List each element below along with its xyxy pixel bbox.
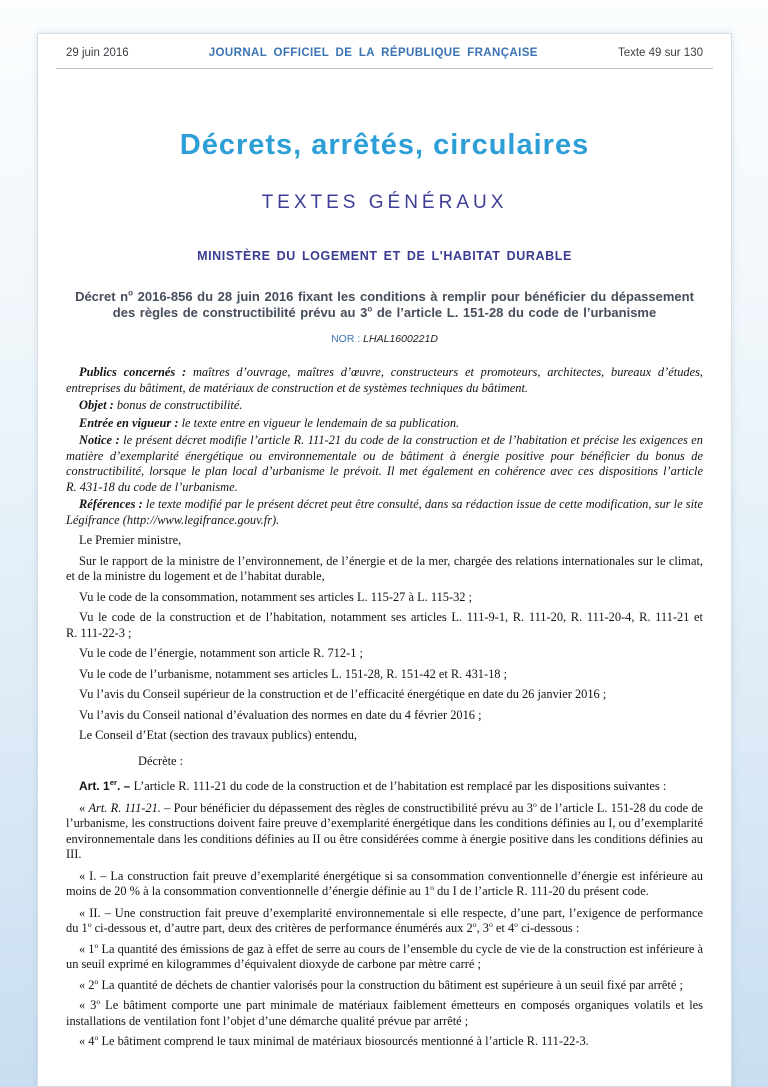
paragraph (66, 554, 703, 585)
paragraph (66, 728, 703, 744)
nor-value: LHAL1600221D (363, 333, 438, 345)
text-segment: o (514, 919, 518, 929)
text-segment: Le bâtiment comporte une part minimale de matériaux faiblement émetteurs en composés organiques volatils et les installations de ventilation font l’objet d’une démarche qualité prévue par arrêté ; (66, 998, 703, 1028)
text-segment: 2016-856 du 28 juin 2016 fixant les conditions à remplir pour bénéficier du dépassement (133, 289, 694, 304)
text-segment: et 4 (492, 921, 515, 935)
text-segment: « 2 (79, 977, 95, 992)
paragraph (66, 433, 703, 495)
document-title: Décrets, arrêtés, circulaires (179, 129, 590, 161)
paragraph (66, 590, 703, 606)
document-page (37, 33, 732, 1087)
text-segment: o (472, 919, 477, 929)
text-segment: le présent décret modifie l’article R. 111-21 du code de la construction et de l’habitation et précise les exigences en matière d’exemplarité énergétique ou environnementale ou de bâtiment à énergie positive pour bénéficier du bonus de constructibilité, lorsque le plan local d’urbanisme le prévoit. Il met également en cohérence avec ces dispositions l’article R. 431-18 du code de l’urbanisme. (66, 433, 703, 494)
decree-title (65, 289, 705, 320)
paragraph (66, 779, 703, 795)
text-segment: Vu le code de l’énergie, notamment son article R. 712-1 ; (79, 646, 363, 660)
text-segment: de l’article L. 151-28 du code de l’urbanisme, les constructions doivent faire preuve d’exemplarité énergétique dans les conditions définies au I, ou d’exemplarité environnementale dans les conditions définies au II ou être considérées comme à énergie positive dans les conditions définies au III. (66, 800, 704, 861)
text-segment: Le Premier ministre, (79, 533, 182, 547)
decree-body (38, 365, 731, 1050)
header-text-number: Texte 49 sur 130 (617, 47, 703, 59)
text-segment: o (87, 919, 92, 929)
header-date: 29 juin 2016 (66, 47, 129, 59)
text-segment: er (109, 777, 117, 787)
text-segment: . – (116, 779, 134, 793)
text-segment: maîtres d’ouvrage, maîtres d’œuvre, constructeurs et promoteurs, architectes, bureaux d’études, entreprises du bâtiment, de matériaux de construction et de systèmes techniques du bâtiment. (66, 365, 703, 395)
text-segment: o (532, 799, 537, 809)
text-segment: Vu le code de l’urbanisme, notamment ses articles L. 151-28, R. 151-42 et R. 431-18 ; (79, 666, 508, 681)
paragraph (66, 869, 703, 900)
text-segment: des règles de constructibilité prévu au 3 (112, 304, 368, 320)
text-segment: Sur le rapport de la ministre de l’environnement, de l’énergie et de la mer, chargée des relations internationales sur le climat, et de la ministre du logement et de l’habitat durable, (66, 553, 703, 583)
text-segment: Le bâtiment comprend le taux minimal de matériaux biosourcés mentionné à l’article R. 111-22-3. (98, 1034, 589, 1048)
paragraph (66, 801, 703, 863)
text-segment: Objet : (79, 398, 114, 412)
text-segment: Décrète : (138, 753, 184, 768)
text-segment: – Pour bénéficier du dépassement des règles de constructibilité prévu au 3 (160, 800, 533, 815)
paragraph (66, 497, 703, 528)
text-segment: « I. – La construction fait preuve d’exemplarité énergétique si sa consommation conventionnelle d’énergie est inférieure au moins de 20 % à la consommation conventionnelle d’énergie définie au 1 (66, 868, 703, 898)
text-segment: Vu l’avis du Conseil national d’évaluation des normes en date du 4 février 2016 ; (79, 707, 482, 722)
text-segment: Le Conseil d’Etat (section des travaux publics) entendu, (79, 728, 358, 742)
text-segment: le texte entre en vigueur le lendemain de sa publication. (178, 415, 460, 430)
text-segment: « (79, 800, 89, 815)
text-segment: du I de l’article R. 111-20 du présent code. (434, 884, 649, 898)
text-segment: ci-dessous : (518, 921, 580, 935)
paragraph (66, 754, 703, 770)
paragraph (66, 906, 703, 937)
text-segment: , 3 (476, 921, 489, 935)
text-segment: « 1 (79, 941, 95, 956)
text-segment: o (128, 288, 134, 298)
nor-line (38, 333, 731, 345)
text-segment: o (367, 304, 373, 314)
text-segment: bonus de constructibilité. (113, 398, 243, 412)
paragraph (66, 667, 703, 683)
text-segment: o (96, 996, 101, 1006)
paragraph (66, 365, 703, 396)
paragraph (66, 1034, 703, 1050)
section-title: TEXTES GÉNÉRAUX (261, 192, 508, 213)
text-segment: Décret n (75, 289, 129, 304)
text-segment: o (430, 882, 434, 892)
text-segment: Entrée en vigueur : (79, 415, 179, 430)
text-segment: La quantité de déchets de chantier valorisés pour la construction du bâtiment est supérieure à un seuil fixé par arrêté ; (98, 977, 683, 992)
text-segment: o (94, 976, 99, 986)
text-segment: o (94, 940, 99, 950)
header-divider (56, 68, 713, 69)
text-segment: La quantité des émissions de gaz à effet de serre au cours de l’ensemble du cycle de vie de la construction est inférieure à un seuil exprimé en kilogrammes d’équivalent dioxyde de carbone par mètre carré ; (66, 941, 703, 971)
text-segment: L’article R. 111-21 du code de la construction et de l’habitation est remplacé par les dispositions suivantes : (133, 779, 667, 793)
text-segment: ci-dessous et, d’autre part, deux des critères de performance énumérés aux 2 (91, 921, 473, 935)
text-segment: o (488, 919, 493, 929)
text-segment: Vu le code de la construction et de l’habitation, notamment ses articles L. 111-9-1, R. 111-20, R. 111-20-4, R. 111-21 et R. 111-22-3 ; (66, 610, 703, 640)
paragraph (66, 708, 703, 724)
paragraph (66, 610, 703, 641)
paragraph (66, 998, 703, 1029)
decree-title-line (65, 289, 705, 305)
paragraph (66, 646, 703, 662)
paragraph (66, 533, 703, 549)
text-segment: le texte modifié par le présent décret peut être consulté, dans sa rédaction issue de cette modification, sur le site Légifrance (http://www.legifrance.gouv.fr). (66, 497, 703, 527)
ministry-title: MINISTÈRE DU LOGEMENT ET DE L'HABITAT DURABLE (197, 249, 572, 263)
text-segment: « 3 (79, 998, 97, 1012)
text-segment: de l’article L. 151-28 du code de l’urbanisme (372, 304, 657, 320)
header-journal-title: JOURNAL OFFICIEL DE LA RÉPUBLIQUE FRANÇAISE (208, 47, 538, 59)
paragraph (66, 398, 703, 414)
text-segment: « 4 (79, 1034, 95, 1048)
decree-title-line (65, 305, 705, 321)
text-segment: Vu l’avis du Conseil supérieur de la construction et de l’efficacité énergétique en date du 26 janvier 2016 ; (79, 687, 607, 701)
paragraph (66, 416, 703, 432)
text-segment: Art. R. 111-21. (88, 800, 161, 815)
paragraph (66, 942, 703, 973)
text-segment: o (94, 1032, 99, 1042)
text-segment: Publics concernés : (79, 365, 187, 379)
paragraph (66, 687, 703, 703)
text-segment: Vu le code de la consommation, notamment ses articles L. 115-27 à L. 115-32 ; (79, 589, 473, 604)
text-segment: « II. – Une construction fait preuve d’exemplarité environnementale si elle respecte, d’une part, l’exigence de performance du 1 (66, 905, 703, 935)
text-segment: Références : (79, 497, 143, 511)
text-segment: Notice : (79, 433, 120, 447)
nor-label: NOR : (331, 333, 361, 345)
text-segment: Art. 1 (79, 779, 110, 793)
paragraph (66, 978, 703, 994)
page-header (38, 34, 731, 59)
